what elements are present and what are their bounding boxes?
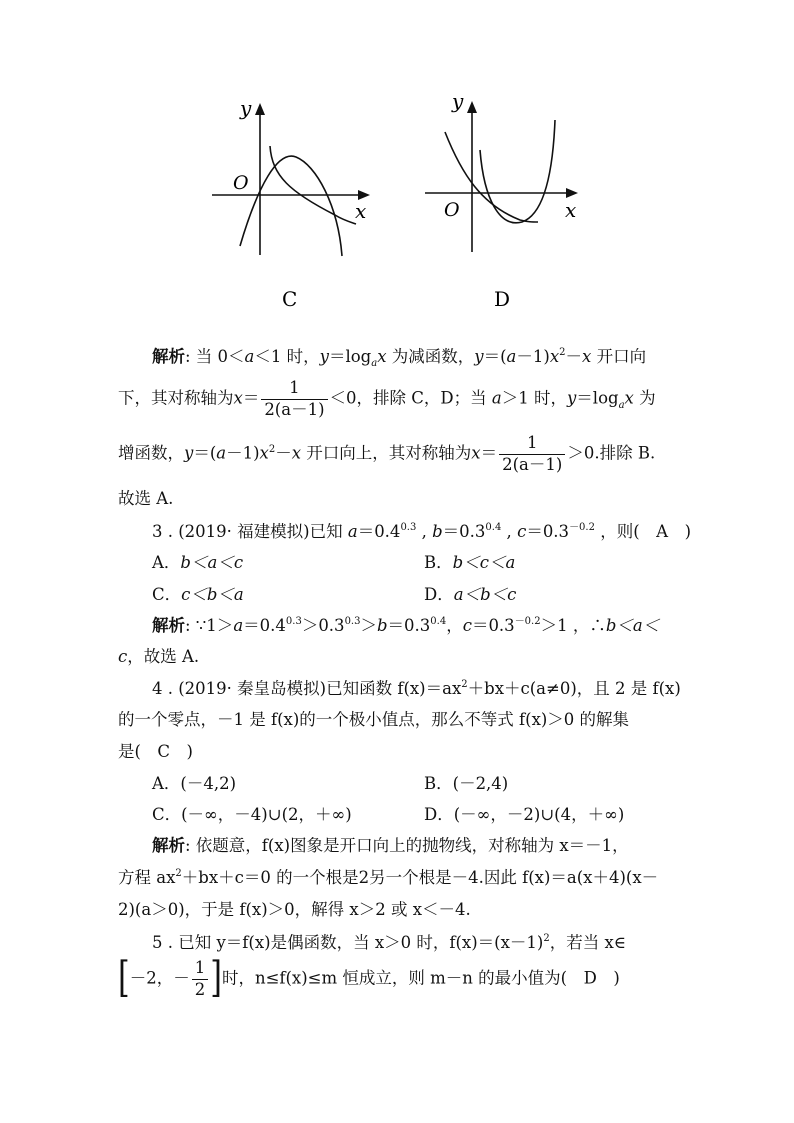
graph-c-x-label: x [355,199,367,223]
q3-option-d [424,587,516,604]
t: － [565,347,583,366]
t: ＝ [480,443,498,463]
t: ， [446,616,463,635]
sol2-line-2 [118,380,683,418]
t: 2 [175,868,182,879]
t: : 依题意，f(x)图象是开口向上的抛物线，对称轴为 x＝－1， [185,836,629,855]
t: 增函数， [118,443,184,463]
t: ＝log [576,388,619,408]
t: a [244,347,255,366]
t: x [259,443,269,463]
t: 5 . 已知 y＝f(x)是偶函数，当 x＞0 时，f(x)＝(x－1) [152,933,544,952]
t: c＜b＜a [181,585,244,604]
t: , [416,522,433,541]
t: a [491,388,502,408]
t: x [233,388,243,408]
t: 0.3 [344,616,361,627]
graph-c-y-label: y [240,96,252,120]
t: y [474,347,484,366]
fraction [192,960,209,998]
t: 0.3 [285,616,302,627]
t: A． [152,553,181,572]
sol2-line-1 [152,347,717,369]
fraction [261,380,327,418]
t: a [618,399,625,411]
t: 开口向上，其对称轴为 [301,443,472,463]
t: b [376,616,388,635]
t: y [184,443,194,463]
t: 方程 ax [118,868,176,887]
t: x [624,388,634,408]
t: ＋bx＋c＝0 的一个根是2另一个根是－4.因此 f(x)＝a(x＋4)(x－ [181,868,659,887]
t: , [501,522,518,541]
q4-stem-line-2: 的一个零点，－1 是 f(x)的一个极小值点，那么不等式 f(x)＞0 的解集 [118,710,630,729]
q3-option-a [152,555,243,572]
q4-stem-line-1 [152,681,717,698]
fraction [499,435,565,473]
t: 为减函数， [386,347,475,366]
t: －1) [226,443,260,463]
t: －2，－ [129,968,190,988]
q5-stem-line-2 [118,953,683,1003]
frac-num: 1 [261,380,327,400]
t: ＝( [483,347,507,366]
t: ＝( [193,443,217,463]
q3-option-b [424,555,515,572]
t: : ∵1＞ [185,616,234,635]
q3-solution-label: 解析 [152,616,185,635]
t: ＜0，排除 C，D；当 [329,388,492,408]
t: 下，其对称轴为 [118,388,234,408]
t: 2 [461,679,468,690]
t: : 当 0＜ [185,347,245,366]
t: ＝0.3 [442,522,486,541]
t: c [517,522,527,541]
t: 0.4 [485,522,502,533]
q3-solution-line-1 [152,618,717,635]
t: a [506,347,517,366]
t: 开口向 [591,347,647,366]
q4-option-d: D．(－∞，－2)∪(4，＋∞) [424,805,625,824]
t: － [275,443,292,463]
t: ＞ [360,616,377,635]
graph-d-y-label: y [452,89,464,113]
frac-num: 1 [499,435,565,455]
t: 为 [633,388,656,408]
t: D． [424,585,454,604]
t: 3 . (2019· 福建模拟)已知 [152,522,348,541]
q4-option-a: A．(－4,2) [152,774,237,793]
q4-option-c: C．(－∞，－4)∪(2，＋∞) [152,805,352,824]
q4-solution-line-2 [118,870,683,887]
graph-c-origin: O [233,172,249,194]
frac-den: 2 [194,979,206,999]
t: b＜c＜a [452,553,516,572]
t: ＋bx＋c(a≠0)，且 2 是 f(x) [467,679,681,698]
q3-option-c [152,587,244,604]
t: a [216,443,227,463]
t: －0.2 [514,616,541,627]
t: 2 [543,933,550,944]
q4-solution-line-1 [152,838,717,855]
graph-c-log-curve [270,146,356,224]
left-bracket: [ [118,953,130,1003]
right-bracket: ] [210,953,222,1003]
figures [0,0,794,330]
graph-c-label: C [282,287,298,311]
q4-solution-line-3: 2)(a＞0)，于是 f(x)＞0，解得 x＞2 或 x＜－4. [118,900,471,919]
frac-den: 2(a－1) [502,454,563,474]
t: a [347,522,358,541]
sol2-label: 解析 [152,347,185,366]
t: ＝0.3 [387,616,431,635]
t: ＞0.3 [301,616,345,635]
t: b [432,522,443,541]
t: x [291,443,302,463]
t: ，若当 x∈ [549,933,626,952]
graph-d-y-arrow [467,101,477,113]
t: ＝log [328,347,372,366]
t: ，故选 A. [127,647,200,666]
t: y [566,388,577,408]
t: a [371,358,378,369]
t: C． [152,585,182,604]
t: b＜a＜c [180,553,244,572]
t: B． [424,553,453,572]
t: ＝0.3 [526,522,570,541]
q4-option-b: B．(－2,4) [424,774,509,793]
sol2-line-3 [118,435,683,473]
graph-d-x-label: x [565,198,577,222]
t: ＞1 时， [501,388,567,408]
frac-den: 2(a－1) [264,399,325,419]
graph-d-origin: O [444,199,460,221]
t: c [118,647,128,666]
t: ＜1 时， [254,347,320,366]
t: a＜b＜c [453,585,517,604]
t: 4 . (2019· 秦皇岛模拟)已知函数 f(x)＝ax [152,679,462,698]
graph-c-y-arrow [255,103,265,115]
t: ，则( A ) [594,522,692,541]
t: －1) [516,347,550,366]
t: ＞1 ，∴ [540,616,606,635]
t: x [377,347,387,366]
q5-stem-line-1 [152,935,717,952]
t: ＝0.4 [357,522,401,541]
graph-c-parabola [240,156,342,256]
q4-stem-line-3: 是( C ) [118,742,193,761]
graph-d-parabola [480,120,555,223]
t: y [319,347,329,366]
t: 2 [559,347,566,358]
t: ＝0.3 [471,616,515,635]
t: 时，n≤f(x)≤m 恒成立，则 m－n 的最小值为( D ) [221,968,620,988]
t: 0.4 [430,616,447,627]
t: x [582,347,592,366]
graph-d-x-arrow [566,188,578,198]
t: b＜a＜ [605,616,660,635]
t: c [462,616,472,635]
graph-d-label: D [494,287,511,311]
t: ＝ [242,388,260,408]
t: x [471,443,481,463]
frac-num: 1 [192,960,209,980]
t: 0.3 [400,522,417,533]
q3-solution-line-2 [118,649,683,666]
graph-d [425,101,578,252]
sol2-line-4: 故选 A. [118,489,174,508]
t: x [549,347,560,366]
t: ＞0.排除 B. [567,443,656,463]
t: －0.2 [569,522,595,533]
q3-stem [152,524,717,541]
t: a [233,616,244,635]
t: 2 [268,443,276,455]
q4-solution-label: 解析 [152,836,185,855]
t: ＝0.4 [243,616,286,635]
